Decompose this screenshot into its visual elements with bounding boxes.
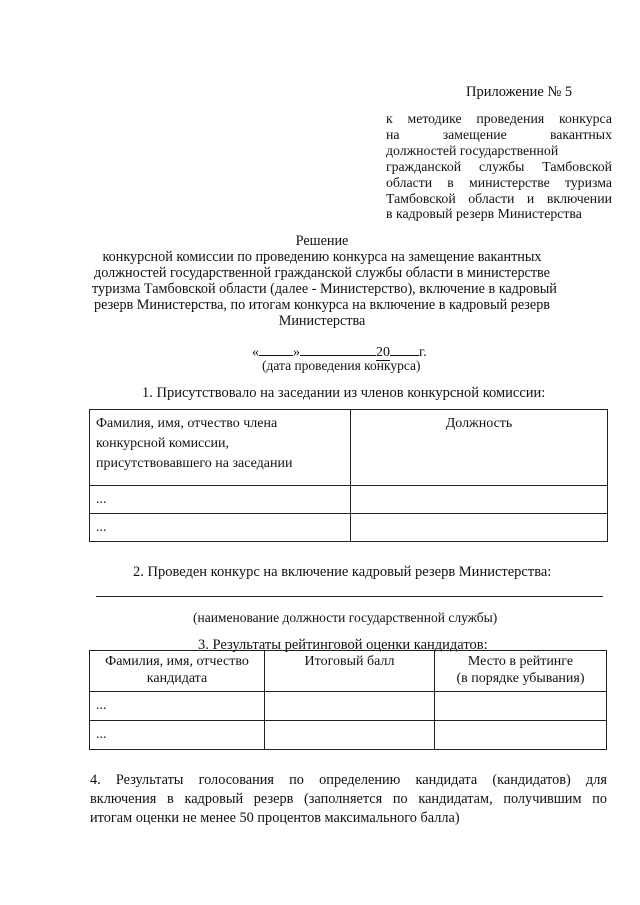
- word: включении: [546, 190, 612, 206]
- member-position-cell[interactable]: [351, 514, 608, 542]
- header-line: кандидата: [146, 671, 208, 686]
- rating-place-cell[interactable]: [435, 721, 607, 750]
- decision-heading: [92, 233, 557, 329]
- member-name-cell[interactable]: ...: [90, 486, 351, 514]
- section4-line: [90, 809, 607, 828]
- word: Результаты: [115, 772, 184, 788]
- date-open-quote: «: [252, 345, 259, 360]
- header-position: Должность: [351, 410, 608, 486]
- basis-line: [386, 159, 612, 175]
- appendix-title: Приложение № 5: [466, 84, 573, 100]
- date-close-quote: »: [293, 345, 300, 360]
- decision-line: конкурсной комиссии по проведению конкурса на замещение вакантных: [102, 249, 542, 265]
- word: на: [386, 126, 400, 142]
- word: по: [289, 772, 304, 788]
- day-blank[interactable]: [259, 341, 293, 356]
- word: по: [392, 791, 408, 807]
- word: в кадровый резерв Министерства: [386, 206, 582, 222]
- header-line: (в порядке убывания): [456, 671, 585, 686]
- word: гражданской: [386, 158, 462, 174]
- section2-title: 2. Проведен конкурс на включение кадровый резерв Министерства:: [133, 564, 552, 580]
- word: кадровый: [184, 791, 244, 807]
- word: службы: [479, 158, 525, 174]
- word: (заполняется: [304, 791, 383, 807]
- header-line: присутствовавшего на заседании: [96, 456, 293, 471]
- word: методике: [407, 111, 462, 126]
- decision-line: резерв Министерства, по итогам конкурса на включение в кадровый резерв: [94, 297, 550, 313]
- header-member-name: [90, 410, 351, 486]
- word: включения: [90, 791, 157, 807]
- commission-members-table: [89, 409, 608, 542]
- word: замещение: [442, 126, 507, 142]
- date-year-suffix: г.: [419, 345, 427, 360]
- word: в: [167, 791, 174, 807]
- basis-line: [386, 175, 612, 191]
- section4-line: [90, 790, 607, 809]
- date-caption: (дата проведения конкурса): [262, 358, 421, 373]
- total-score-cell[interactable]: [265, 721, 435, 750]
- table-row: [90, 692, 607, 721]
- total-score-cell[interactable]: [265, 692, 435, 721]
- position-name-blank[interactable]: [96, 596, 603, 597]
- header-line: Место в рейтинге: [467, 654, 574, 669]
- member-position-cell[interactable]: [351, 486, 608, 514]
- word: конкурса: [558, 111, 612, 126]
- word: для: [585, 772, 607, 788]
- decision-line: туризма Тамбовской области (далее - Министерство), включение в кадровый: [92, 281, 557, 297]
- section4-text: [90, 771, 607, 828]
- header-candidate-name: [90, 651, 265, 692]
- section1-title: 1. Присутствовало на заседании из членов конкурсной комиссии:: [142, 385, 546, 401]
- rating-results-table: [89, 650, 607, 750]
- word: области: [468, 190, 515, 206]
- word: Тамбовской: [386, 190, 456, 206]
- word: получившим: [503, 791, 582, 807]
- word: кандидата: [415, 772, 478, 788]
- header-total-score: [265, 651, 435, 692]
- header-line: Фамилия, имя, отчество члена: [96, 416, 278, 431]
- table-row: [90, 514, 608, 542]
- section4-line: [90, 771, 607, 790]
- basis-line: [386, 127, 612, 143]
- appendix-basis: [386, 111, 612, 222]
- basis-line: [386, 111, 612, 127]
- table-row: [90, 486, 608, 514]
- header-line: Итоговый балл: [304, 654, 395, 669]
- date-century: 20: [376, 345, 390, 360]
- month-blank[interactable]: [300, 341, 376, 356]
- basis-line: [386, 191, 612, 207]
- word: области: [386, 174, 433, 190]
- word: кандидатам,: [418, 791, 493, 807]
- candidate-name-cell[interactable]: ...: [90, 721, 265, 750]
- word: по: [592, 791, 607, 807]
- word: к: [386, 111, 393, 126]
- candidate-name-cell[interactable]: ...: [90, 692, 265, 721]
- rating-place-cell[interactable]: [435, 692, 607, 721]
- word: и: [526, 190, 535, 206]
- decision-line: должностей государственной гражданской службы области в министерстве: [94, 265, 550, 281]
- year-blank[interactable]: [390, 341, 419, 356]
- header-line: конкурсной комиссии,: [96, 436, 229, 451]
- table-header-row: [90, 651, 607, 692]
- member-name-cell[interactable]: ...: [90, 514, 351, 542]
- word: голосования: [198, 772, 274, 788]
- word: резерв: [253, 791, 294, 807]
- basis-line: [386, 143, 612, 159]
- decision-line: Министерства: [278, 313, 366, 329]
- position-name-caption: (наименование должности государственной службы): [193, 610, 498, 625]
- word: (кандидатов): [492, 772, 571, 788]
- header-line: Фамилия, имя, отчество: [105, 654, 249, 669]
- word: определению: [319, 772, 401, 788]
- word: туризма: [564, 174, 612, 190]
- word: в: [447, 174, 454, 190]
- word: 4.: [90, 772, 101, 788]
- header-rating-place: [435, 651, 607, 692]
- word: Тамбовской: [542, 158, 612, 174]
- word: должностей государственной: [386, 142, 559, 158]
- table-header-row: [90, 410, 608, 486]
- table-row: [90, 721, 607, 750]
- word: вакантных: [549, 126, 612, 142]
- decision-title: Решение: [295, 233, 349, 249]
- section3-title: 3. Результаты рейтинговой оценки кандидатов:: [198, 637, 488, 653]
- word: проведения: [476, 111, 545, 126]
- word: итогам оценки не менее 50 процентов максимального балла): [90, 810, 460, 826]
- word: министерстве: [468, 174, 550, 190]
- basis-line: [386, 206, 612, 222]
